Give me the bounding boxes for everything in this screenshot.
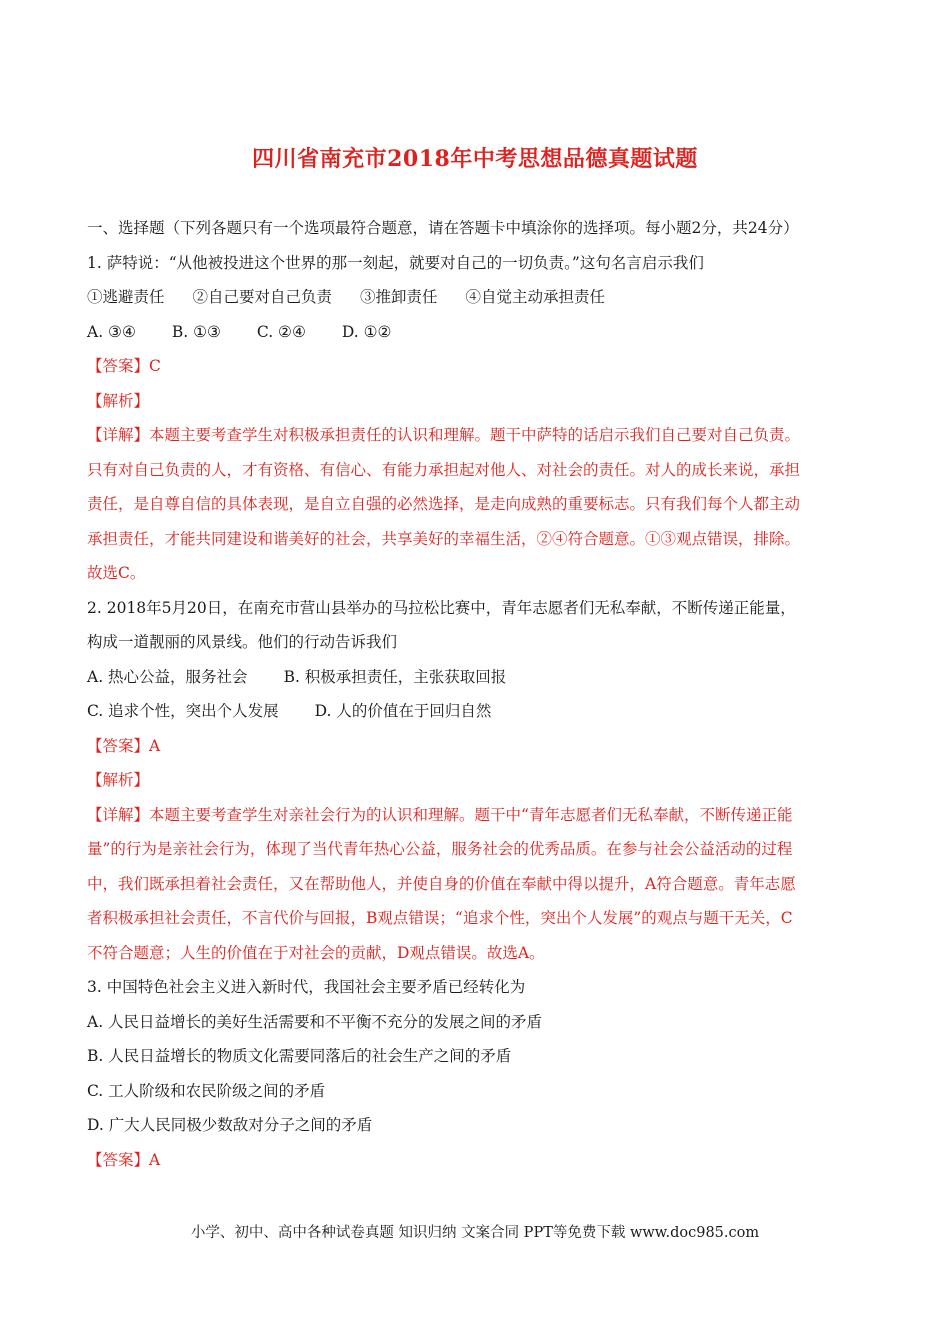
answer-label: 【答案】 bbox=[87, 357, 150, 375]
q2-detail-line-4: 者积极承担社会责任，不言代价与回报，B观点错误；“追求个性，突出个人发展”的观点与题干无关，C bbox=[87, 909, 793, 927]
q1-detail-line-4: 承担责任，才能共同建设和谐美好的社会，共享美好的幸福生活，②④符合题意。①③观点错误，排除。 bbox=[87, 529, 801, 548]
q2-option-c: C. 追求个性，突出个人发展 bbox=[87, 702, 279, 720]
detail-text: 本题主要考查学生对亲社会行为的认识和理解。题干中“青年志愿者们无私奉献，不断传递正能 bbox=[149, 805, 793, 824]
answer-label: 【答案】 bbox=[87, 736, 150, 755]
q2-options-row-1 bbox=[87, 660, 877, 695]
q3-option-c: C. 工人阶级和农民阶级之间的矛盾 bbox=[87, 1081, 326, 1100]
detail-text: 本题主要考查学生对积极承担责任的认识和理解。题干中萨特的话启示我们自己要对自己负责。 bbox=[149, 426, 801, 444]
q1-option-c: C. ②④ bbox=[256, 322, 306, 341]
q2-stem-line-2: 构成一道靓丽的风景线。他们的行动告诉我们 bbox=[87, 633, 398, 651]
q2-detail-line-3: 中，我们既承担着社会责任，又在帮助他人，并使自身的价值在奉献中得以提升，A符合题意。青年志愿 bbox=[87, 874, 796, 893]
exam-content bbox=[87, 211, 877, 1177]
q1-option-a: A. ③④ bbox=[87, 322, 136, 341]
q2-detail-line-1 bbox=[87, 798, 877, 833]
q2-detail-line-2: 量”的行为是亲社会行为，体现了当代青年热心公益，服务社会的优秀品质。在参与社会公益活动的过程 bbox=[87, 840, 793, 858]
q3-option-a: A. 人民日益增长的美好生活需要和不平衡不充分的发展之间的矛盾 bbox=[87, 1012, 543, 1031]
q2-option-b: B. 积极承担责任，主张获取回报 bbox=[283, 667, 507, 686]
answer-value: A bbox=[149, 1150, 161, 1169]
q1-statement-4: ④自觉主动承担责任 bbox=[465, 288, 606, 306]
q2-answer bbox=[87, 729, 877, 764]
q1-detail-line-1 bbox=[87, 418, 877, 453]
q2-option-d: D. 人的价值在于回归自然 bbox=[314, 702, 492, 720]
answer-value: C bbox=[149, 357, 161, 375]
q1-option-b: B. ①③ bbox=[171, 322, 221, 341]
q3-stem: 3. 中国特色社会主义进入新时代，我国社会主要矛盾已经转化为 bbox=[87, 978, 526, 996]
q1-detail-line-2: 只有对自己负责的人，才有资格、有信心、有能力承担起对他人、对社会的责任。对人的成长来说，承担 bbox=[87, 460, 801, 479]
answer-value: A bbox=[149, 736, 161, 755]
q2-stem-line-1: 2. 2018年5月20日，在南充市营山县举办的马拉松比赛中，青年志愿者们无私奉献，不断传递正能量， bbox=[87, 598, 796, 617]
q1-statement-3: ③推卸责任 bbox=[360, 288, 438, 306]
q1-statements bbox=[87, 280, 877, 315]
q1-statement-2: ②自己要对自己负责 bbox=[192, 288, 333, 306]
q2-analysis-label: 【解析】 bbox=[87, 771, 150, 789]
q1-answer bbox=[87, 349, 877, 384]
q2-options-row-2 bbox=[87, 694, 877, 729]
q3-answer bbox=[87, 1143, 877, 1178]
page-title: 四川省南充市2018年中考思想品德真题试题 bbox=[252, 146, 698, 172]
detail-label: 【详解】 bbox=[87, 805, 150, 824]
q1-option-d: D. ①② bbox=[341, 322, 392, 341]
q1-statement-1: ①逃避责任 bbox=[87, 288, 165, 306]
q2-detail-line-5: 不符合题意；人生的价值在于对社会的贡献，D观点错误。故选A。 bbox=[87, 943, 545, 962]
q2-option-a: A. 热心公益，服务社会 bbox=[87, 667, 248, 686]
page-footer: 小学、初中、高中各种试卷真题 知识归纳 文案合同 PPT等免费下载 www.doc985.com bbox=[190, 1225, 760, 1241]
detail-label: 【详解】 bbox=[87, 426, 150, 444]
q1-analysis-label: 【解析】 bbox=[87, 391, 150, 410]
q3-option-b: B. 人民日益增长的物质文化需要同落后的社会生产之间的矛盾 bbox=[87, 1047, 512, 1065]
section-header: 一、选择题（下列各题只有一个选项最符合题意，请在答题卡中填涂你的选择项。每小题2分，共24分） bbox=[87, 219, 799, 237]
q1-options bbox=[87, 315, 877, 350]
answer-label: 【答案】 bbox=[87, 1150, 150, 1169]
q1-detail-line-5: 故选C。 bbox=[87, 564, 146, 582]
q1-stem: 1. 萨特说：“从他被投进这个世界的那一刻起，就要对自己的一切负责。”这句名言启示我们 bbox=[87, 253, 704, 272]
q3-option-d: D. 广大人民同极少数敌对分子之间的矛盾 bbox=[87, 1116, 373, 1134]
q1-detail-line-3: 责任，是自尊自信的具体表现，是自立自强的必然选择，是走向成熟的重要标志。只有我们每个人都主动 bbox=[87, 495, 801, 513]
